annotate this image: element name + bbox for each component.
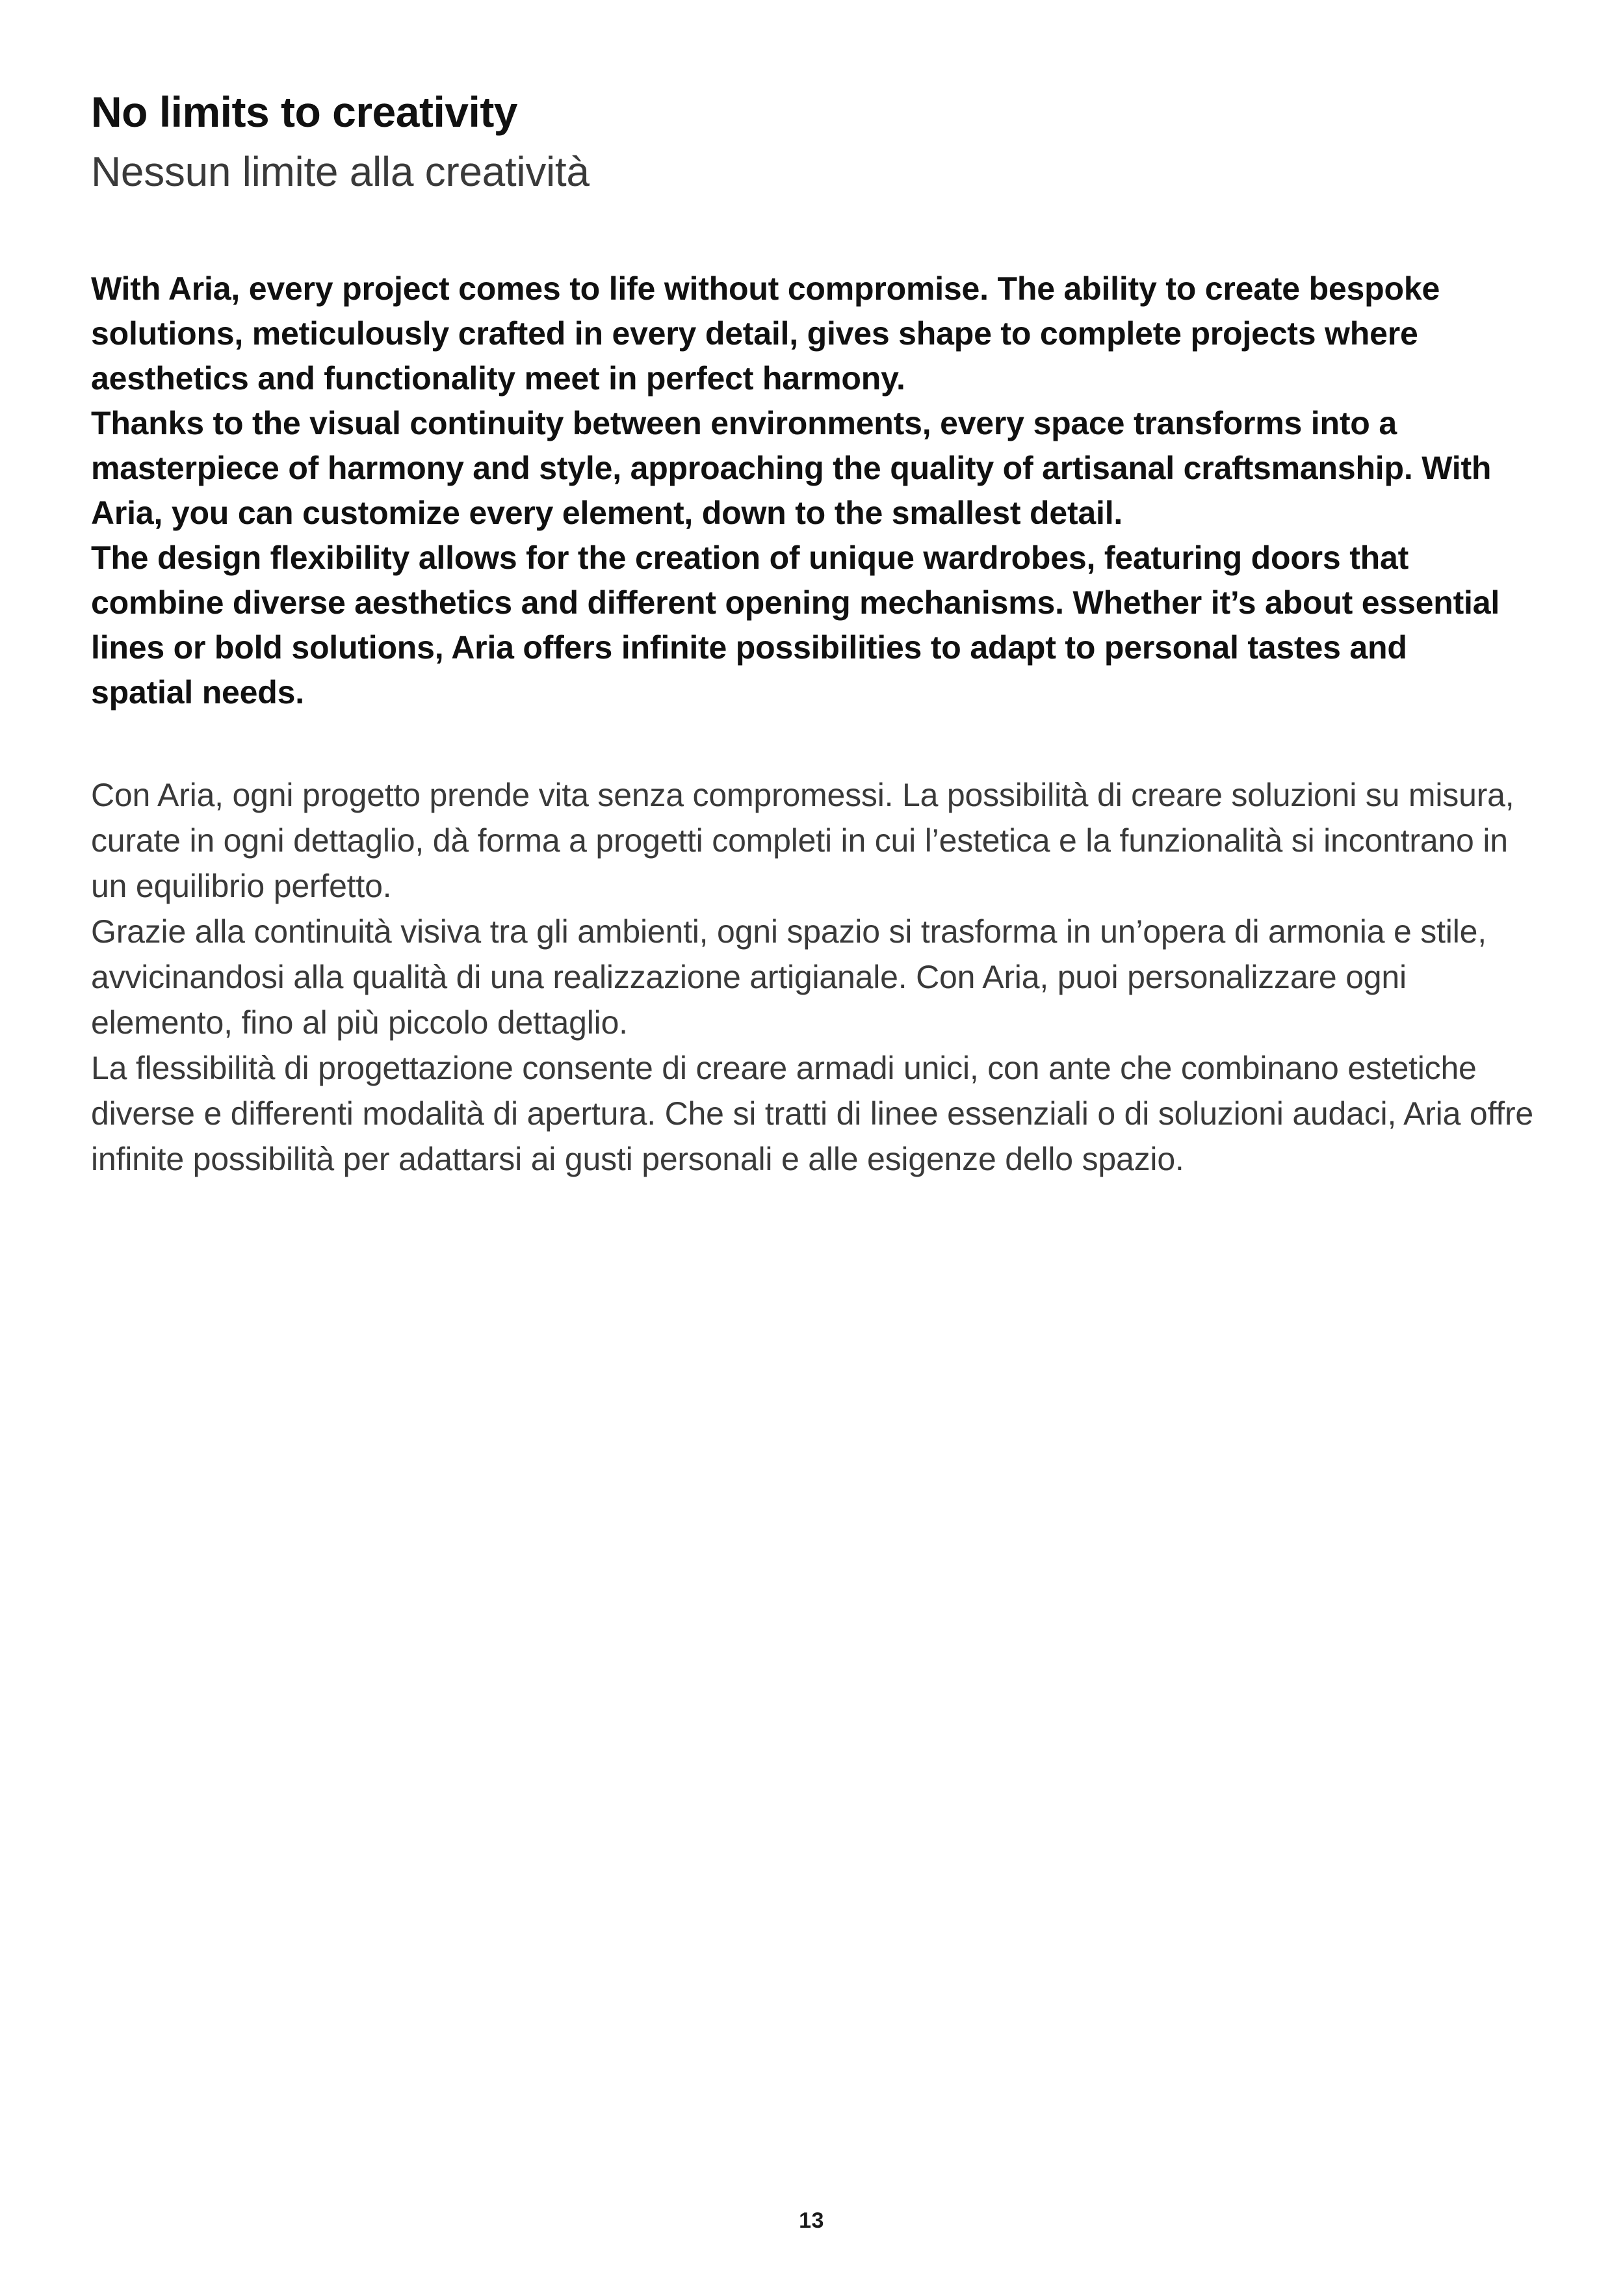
page-subtitle-italian: Nessun limite alla creatività xyxy=(91,148,590,195)
paragraph-en-1: With Aria, every project comes to life without compromise. The ability to create bespoke solutions, meticulously crafted in every detail, gives shape to complete projects where aesthetics and functionality meet in perfect harmony. xyxy=(91,270,1440,397)
paragraph-it-1: Con Aria, ogni progetto prende vita senza compromessi. La possibilità di creare soluzioni su misura, curate in ogni dettaglio, dà forma a progetti completi in cui l’estetica e la funzionalità si incontrano in un equilibrio perfetto. xyxy=(91,777,1514,905)
page-title-block xyxy=(91,88,1532,196)
english-body xyxy=(91,267,1505,715)
page-number: 13 xyxy=(799,2208,824,2233)
page-title: No limits to creativity xyxy=(91,88,518,136)
paragraph-it-2: Grazie alla continuità visiva tra gli ambienti, ogni spazio si trasforma in un’opera di armonia e stile, avvicinandosi alla qualità di una realizzazione artigianale. Con Aria, puoi personalizzare ogni elemento, fino al più piccolo dettaglio. xyxy=(91,913,1487,1041)
italian-body xyxy=(91,772,1540,1182)
paragraph-en-2: Thanks to the visual continuity between environments, every space transforms into a masterpiece of harmony and style, approaching the quality of artisanal craftsmanship. With Aria, you can customize every element, down to the smallest detail. xyxy=(91,405,1492,532)
paragraph-en-3: The design flexibility allows for the creation of unique wardrobes, featuring doors that combine diverse aesthetics and different opening mechanisms. Whether it’s about essential lines or bold solutions, Aria offers infinite possibilities to adapt to personal tastes and spatial needs. xyxy=(91,540,1500,711)
paragraph-it-3: La flessibilità di progettazione consente di creare armadi unici, con ante che combinano estetiche diverse e differenti modalità di apertura. Che si tratti di linee essenziali o di soluzioni audaci, Aria offre infinite possibilità per adattarsi ai gusti personali e alle esigenze dello spazio. xyxy=(91,1050,1534,1178)
page-footer xyxy=(0,2208,1623,2234)
